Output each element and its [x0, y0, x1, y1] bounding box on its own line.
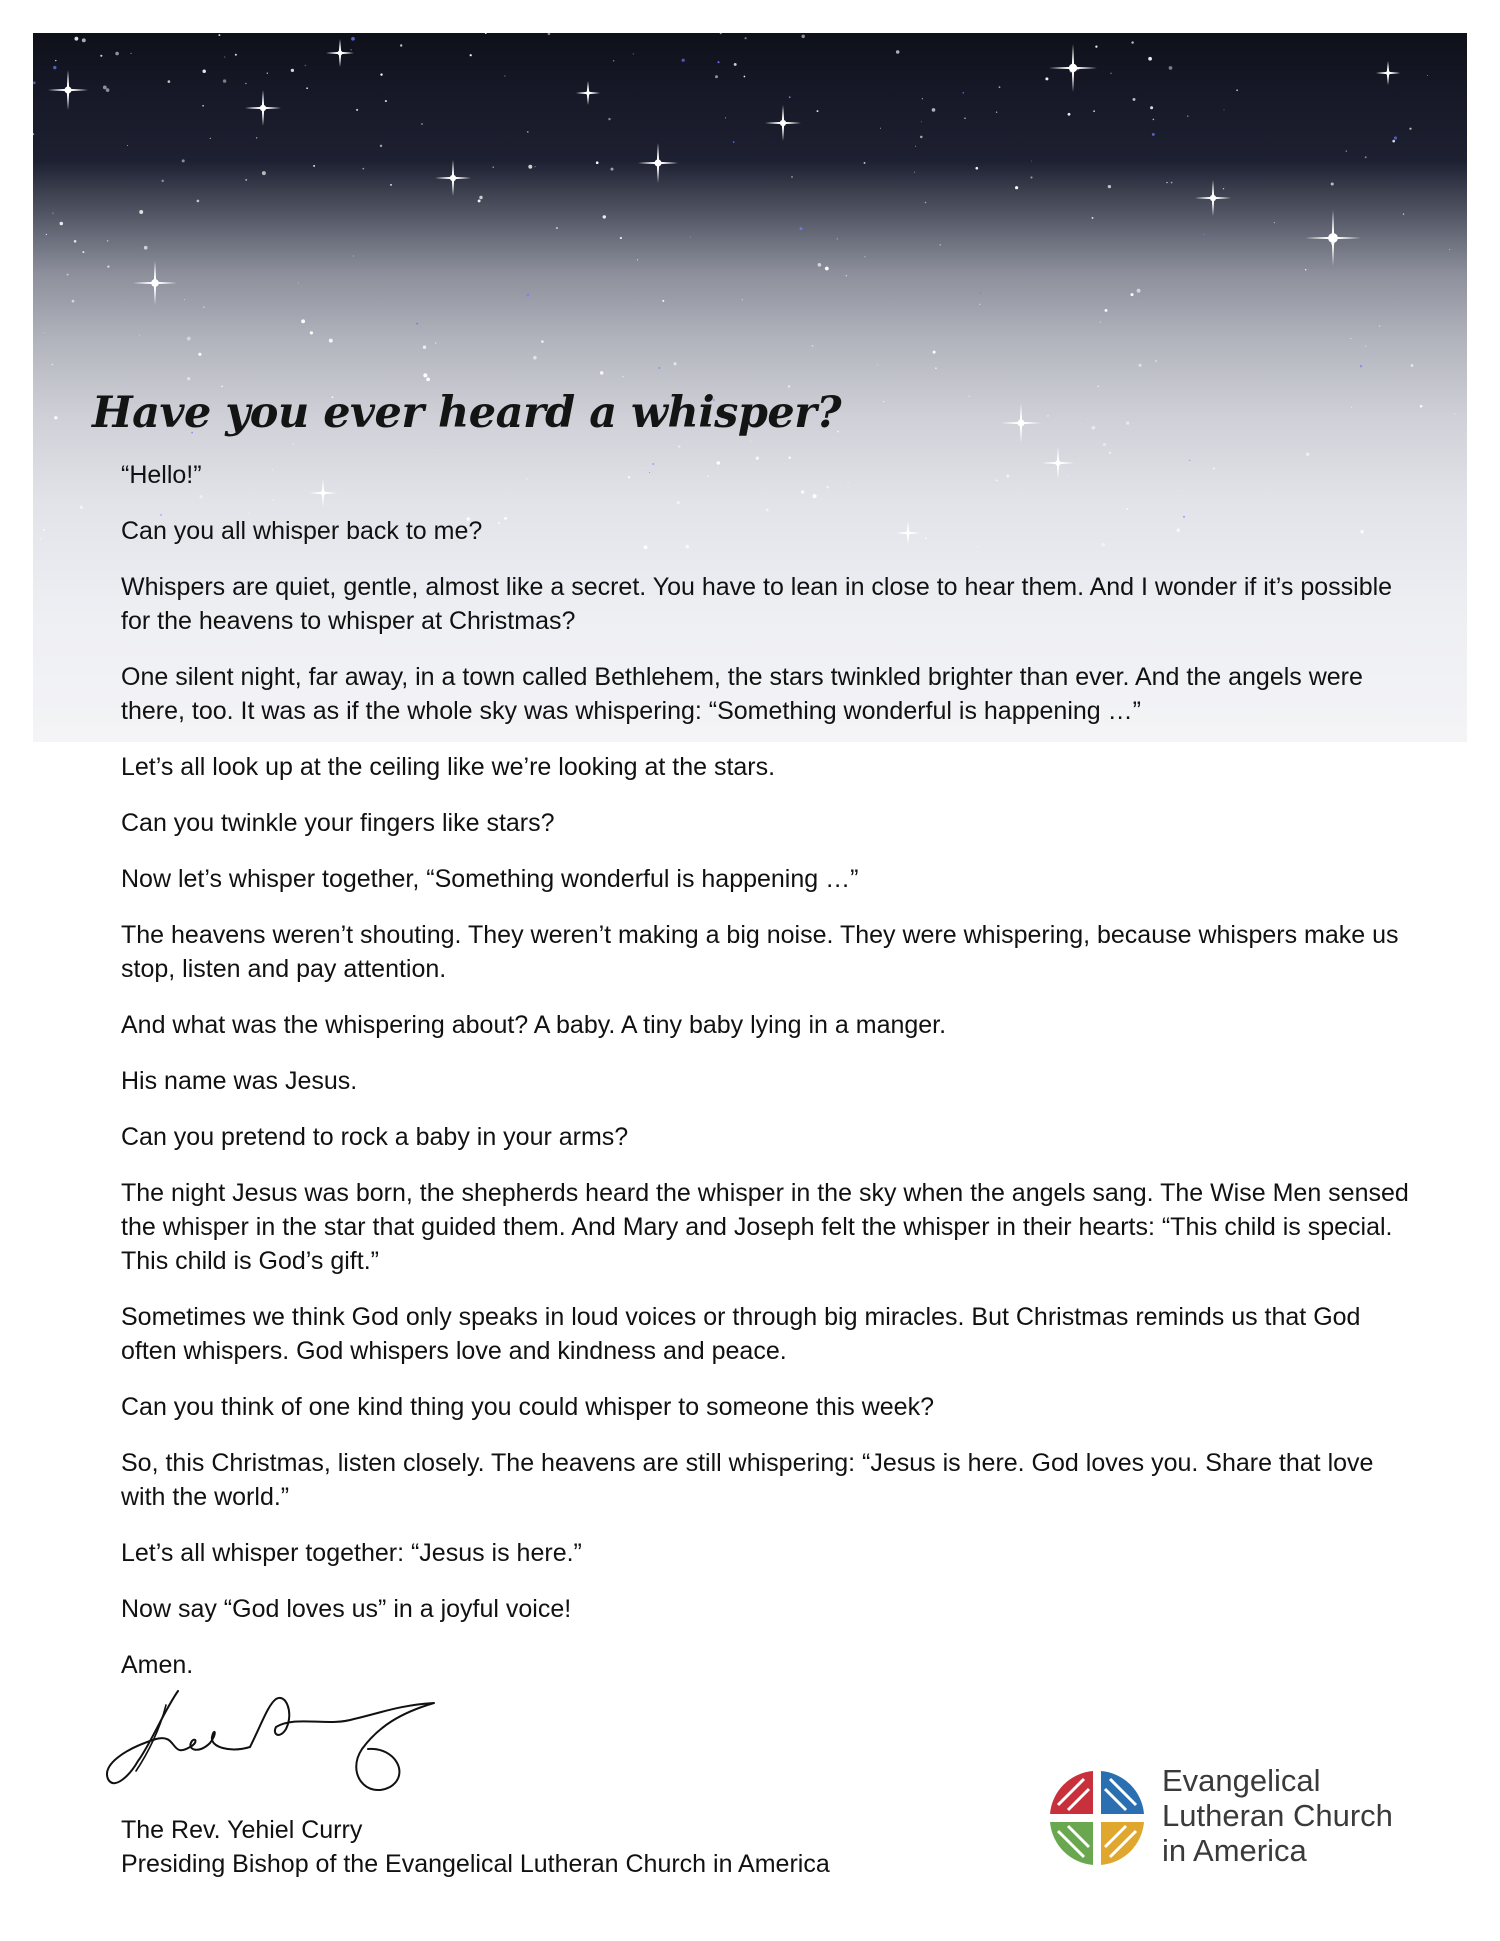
elca-logo	[1044, 1763, 1424, 1873]
signature-image	[100, 1683, 440, 1813]
paragraph: Now let’s whisper together, “Something wonderful is happening …”	[121, 865, 859, 893]
logo-line-3: in America	[1162, 1833, 1307, 1868]
paragraph: Whispers are quiet, gentle, almost like a secret. You have to lean in close to hear them. And I wonder if it’s possible for the heavens to whisper at Christmas?	[121, 573, 1393, 635]
paragraph: Sometimes we think God only speaks in loud voices or through big miracles. But Christmas reminds us that God often whispers. God whispers love and kindness and peace.	[121, 1303, 1361, 1365]
signer-block	[121, 1813, 830, 1881]
paragraph: Can you pretend to rock a baby in your arms?	[121, 1123, 629, 1151]
elca-cross-logo-icon	[1044, 1765, 1150, 1871]
logo-line-1: Evangelical	[1162, 1763, 1321, 1798]
paragraph: The night Jesus was born, the shepherds heard the whisper in the sky when the angels sang. The Wise Men sensed the whisper in the star that guided them. And Mary and Joseph felt the whisper in their hearts: “This child is special. This child is God’s gift.”	[121, 1179, 1409, 1275]
paragraph: The heavens weren’t shouting. They weren’t making a big noise. They were whispering, because whispers make us stop, listen and pay attention.	[121, 921, 1399, 983]
paragraph: Can you think of one kind thing you could whisper to someone this week?	[121, 1393, 934, 1421]
logo-wordmark	[1162, 1763, 1393, 1868]
signer-role: Presiding Bishop of the Evangelical Lutheran Church in America	[121, 1850, 830, 1878]
paragraph: His name was Jesus.	[121, 1067, 358, 1095]
paragraph: Amen.	[121, 1651, 194, 1679]
paragraph: Can you all whisper back to me?	[121, 517, 483, 545]
paragraph: Let’s all look up at the ceiling like we’re looking at the stars.	[121, 753, 776, 781]
paragraph: So, this Christmas, listen closely. The heavens are still whispering: “Jesus is here. God loves you. Share that love with the world.”	[121, 1449, 1374, 1511]
paragraph: One silent night, far away, in a town called Bethlehem, the stars twinkled brighter than ever. And the angels were there, too. It was as if the whole sky was whispering: “Something wonderful is happening …”	[121, 663, 1363, 725]
letter-body	[121, 458, 1421, 1704]
paragraph: Let’s all whisper together: “Jesus is here.”	[121, 1539, 582, 1567]
paragraph: “Hello!”	[121, 461, 202, 489]
logo-line-2: Lutheran Church	[1162, 1798, 1393, 1833]
paragraph: Now say “God loves us” in a joyful voice!	[121, 1595, 572, 1623]
paragraph: And what was the whispering about? A baby. A tiny baby lying in a manger.	[121, 1011, 947, 1039]
paragraph: Can you twinkle your fingers like stars?	[121, 809, 555, 837]
signer-name: The Rev. Yehiel Curry	[121, 1816, 363, 1844]
page-title: Have you ever heard a whisper?	[92, 388, 842, 438]
